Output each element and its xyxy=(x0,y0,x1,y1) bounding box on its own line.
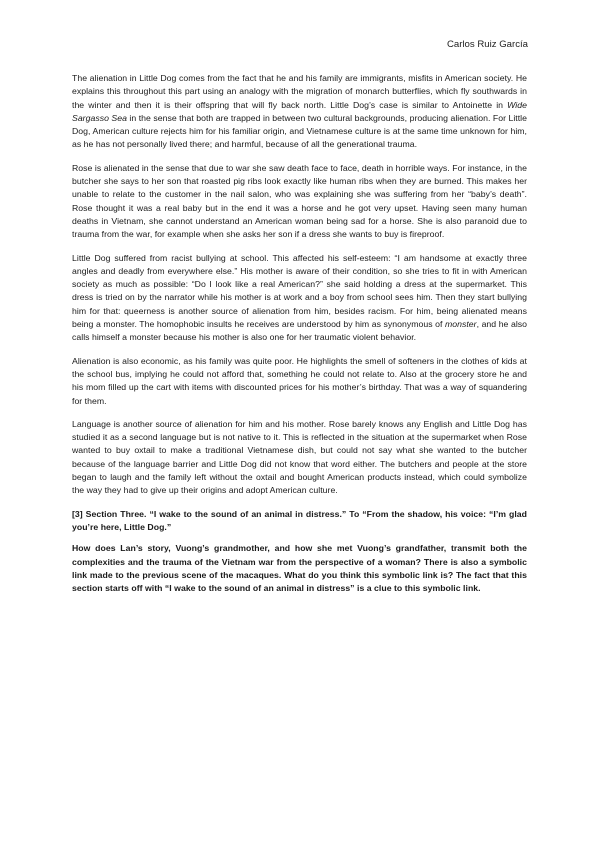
section-three-heading: [3] Section Three. “I wake to the sound of an animal in distress.” To “From the shadow, his voice: “I’m glad you’re here, Little Dog.” xyxy=(72,508,527,532)
paragraph-rose-war-trauma: Rose is alienated in the sense that due to war she saw death face to face, death in horrible ways. For instance, in the butcher she says to her son that roasted pig ribs look exactly like human ribs when they are burned. This makes her unable to relate to the customer in the nail salon, who was explaining she was suffering from her “baby’s death”. Rose thought it was a real baby but in the end it was a horse and he got very upset. Having seen many human deaths in Vietnam, she cannot understand an American woman being sad for a horse. She is also paranoid due to trauma from the war, for example when she asks her son if a dress she wants to buy is fireproof. xyxy=(72,162,527,240)
emphasized-word-monster: monster xyxy=(444,319,477,330)
header-author-name: Carlos Ruiz García xyxy=(446,39,528,50)
paragraph-text: The alienation in Little Dog comes from the fact that he and his family are immigrants, misfits in American society. He explains this throughout this part using an analogy with the migration of monarch butterflies, which fly southwards in the winter and then it is their offspring that will fly back north. Little Dog’s case is similar to Antoinette in xyxy=(72,73,527,110)
paragraph-language-alienation: Language is another source of alienation for him and his mother. Rose barely knows any English and Little Dog has studied it as a second language but is not native to it. This is reflected in the situation at the supermarket when Rose wanted to buy oxtail to make a traditional Vietnamese dish, but could not say what she wanted to the butcher because of the language barrier and Little Dog did not know that word either. The butchers and people at the store began to laugh and the family left without the oxtail and bought American products instead, which could symbolize the way they had to give up their origins and adopt American culture. xyxy=(72,418,527,496)
paragraph-racist-bullying xyxy=(72,252,527,345)
paragraph-text: Little Dog suffered from racist bullying at school. This affected his self-esteem: “I am handsome at exactly three angles and deadly from everywhere else.” His mother is aware of their condition, so she tries to fit in with American society as much as possible: “Do I look like a real American?” she said holding a dress at the supermarket. This dress is tried on by the narrator while his mother is at work and a boy from school sees him. Then they start bullying him for that: queerness is another source of alienation from him, besides racism. For him, being alienated means being a monster. The homophobic insults he receives are understood by him as synonymous of xyxy=(72,252,527,330)
paragraph-text: in the sense that both are trapped in between two cultural backgrounds, producing alienation. For Little Dog, American culture rejects him for his familiar origin, and Vietnamese culture is at the same time unknown for him, as he has not personally lived there; and harmful, because of all the generational trauma. xyxy=(72,112,527,150)
paragraph-alienation-immigrants xyxy=(72,72,527,152)
book-title-wide-sargasso-sea: Wide Sargasso Sea xyxy=(72,99,527,123)
paragraph-economic-alienation: Alienation is also economic, as his family was quite poor. He highlights the smell of softeners in the clothes of kids at the school bus, implying he could not afford that, something he could not relate to. Also at the grocery store he and his mom filled up the cart with items with discounted prices for his mother’s birthday. That was a way of squandering for them. xyxy=(72,355,527,406)
document-body xyxy=(72,72,527,605)
section-three-question: How does Lan’s story, Vuong’s grandmother, and how she met Vuong’s grandfather, transmit both the complexities and the trauma of the Vietnam war from the perspective of a woman? There is also a symbolic link made to the previous scene of the macaques. What do you think this symbolic link is? The fact that this section starts off with “I wake to the sound of an animal in distress” is a clue to this symbolic link. xyxy=(72,543,527,594)
paragraph-text: , and he also calls himself a monster because his mother is also one for her traumatic violent behavior. xyxy=(72,319,528,343)
